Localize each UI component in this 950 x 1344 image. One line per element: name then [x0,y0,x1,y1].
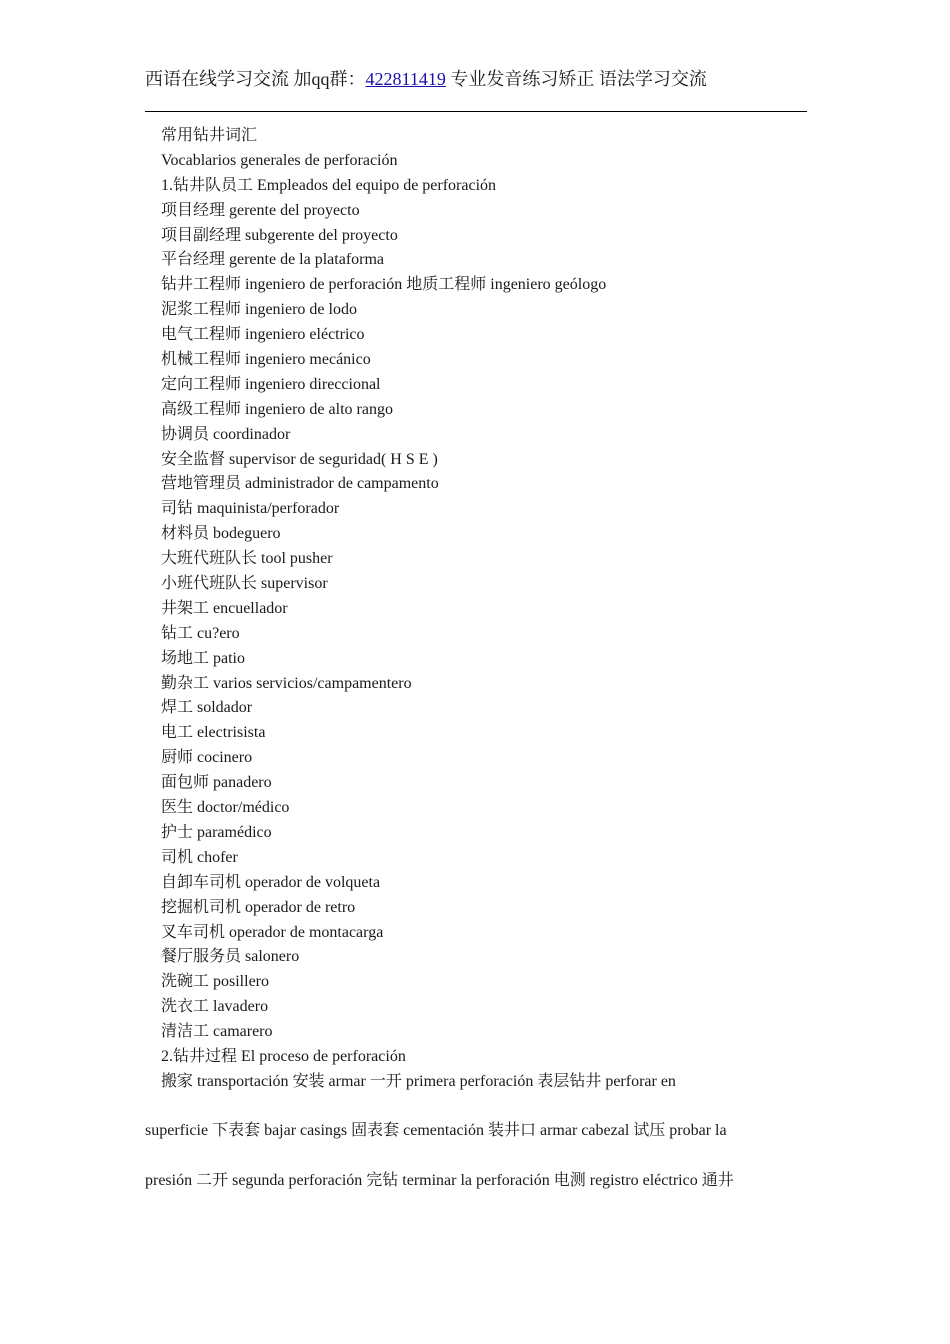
vocab-line: 清洁工 camarero [161,1023,273,1041]
header-intro-text: 西语在线学习交流 加qq群： [145,69,366,89]
vocab-line: 护士 paramédico [161,823,272,841]
vocab-line: 小班代班队长 supervisor [161,575,328,593]
vocab-line: 钻工 cu?ero [161,624,240,642]
vocab-line: 安全监督 supervisor de seguridad( H S E ) [161,450,438,468]
document-subtitle: Vocablarios generales de perforación [161,151,398,169]
vocab-line: 挖掘机司机 operador de retro [161,898,356,916]
vocab-line: 定向工程师 ingeniero direccional [161,375,381,393]
vocab-line: 司机 chofer [161,848,238,866]
vocab-line: 电工 electrisista [161,724,266,742]
vocab-line: 大班代班队长 tool pusher [161,550,333,568]
header-divider [145,111,807,112]
vocab-line: 井架工 encuellador [161,599,288,617]
vocab-line: 泥浆工程师 ingeniero de lodo [161,301,357,319]
process-paragraph-line: superficie 下表套 bajar casings 固表套 cementación 装井口 armar cabezal 试压 probar la [145,1122,727,1139]
section-heading-process: 2.钻井过程 El proceso de perforación [161,1047,406,1065]
vocab-line: 项目经理 gerente del proyecto [161,201,360,219]
vocab-line: 平台经理 gerente de la plataforma [161,251,385,269]
vocab-line: 场地工 patio [161,649,245,667]
document-title: 常用钻井词汇 [161,127,258,144]
vocab-line: 高级工程师 ingeniero de alto rango [161,400,393,418]
process-paragraph-line: presión 二开 segunda perforación 完钻 terminar la perforación 电测 registro eléctrico 通井 [145,1172,734,1189]
vocab-line: 餐厅服务员 salonero [161,948,300,966]
header-tail-text: 专业发音练习矫正 语法学习交流 [445,69,707,89]
page-header [145,64,807,94]
vocab-line: 项目副经理 subgerente del proyecto [161,226,398,244]
vocab-line: 电气工程师 ingeniero eléctrico [161,326,365,344]
vocab-line: 司钻 maquinista/perforador [161,500,340,518]
vocab-line: 机械工程师 ingeniero mecánico [161,351,371,369]
vocabulary-list [161,124,801,1095]
section-heading-crew: 1.钻井队员工 Empleados del equipo de perforación [161,176,497,194]
vocab-line: 自卸车司机 operador de volqueta [161,873,381,891]
vocab-line: 医生 doctor/médico [161,799,290,817]
process-paragraph-start: 搬家 transportación 安装 armar 一开 primera perforación 表层钻井 perforar en [161,1072,676,1090]
vocab-line: 协调员 coordinador [161,425,291,443]
vocab-line: 洗碗工 posillero [161,973,269,991]
vocab-line: 厨师 cocinero [161,749,253,767]
vocab-line: 勤杂工 varios servicios/campamentero [161,674,412,692]
vocab-line: 焊工 soldador [161,699,253,717]
vocab-line: 洗衣工 lavadero [161,998,269,1016]
vocab-line: 钻井工程师 ingeniero de perforación 地质工程师 ingeniero geólogo [161,276,607,294]
vocab-line: 材料员 bodeguero [161,525,281,543]
vocab-line: 面包师 panadero [161,774,272,792]
vocab-line: 叉车司机 operador de montacarga [161,923,384,941]
qq-group-link[interactable]: 422811419 [365,69,446,89]
vocab-line: 营地管理员 administrador de campamento [161,475,439,493]
